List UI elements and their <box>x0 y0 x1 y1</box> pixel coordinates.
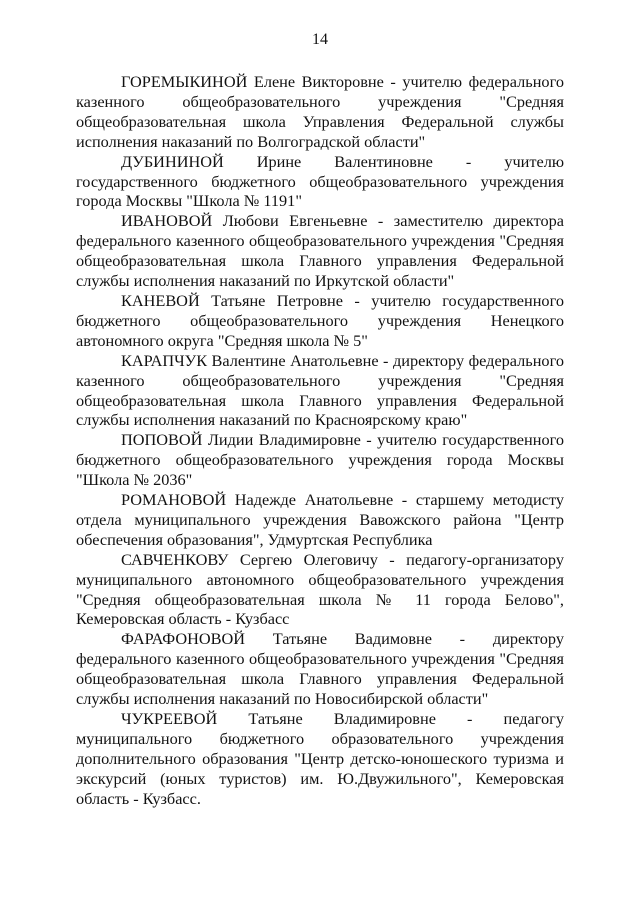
award-recipient-list <box>76 72 564 809</box>
recipient-entry: КАНЕВОЙ Татьяне Петровне - учителю государственного бюджетного общеобразовательного учреждения Ненецкого автономного округа "Средняя школа № 5" <box>76 290 564 350</box>
recipient-entry: ИВАНОВОЙ Любови Евгеньевне - заместителю директора федерального казенного общеобразовательного учреждения "Средняя общеобразовательная школа Главного управления Федеральной службы исполнения наказаний по Иркутской области" <box>76 211 564 291</box>
recipient-entry: ГОРЕМЫКИНОЙ Елене Викторовне - учителю федерального казенного общеобразовательного учреждения "Средняя общеобразовательная школа Управления Федеральной службы исполнения наказаний по Волгоградской области" <box>76 72 564 151</box>
recipient-entry: РОМАНОВОЙ Надежде Анатольевне - старшему методисту отдела муниципального учреждения Вавожского района "Центр обеспечения образования", Удмуртская Республика <box>76 490 564 549</box>
page-number: 14 <box>312 31 328 48</box>
recipient-entry: ДУБИНИНОЙ Ирине Валентиновне - учителю государственного бюджетного общеобразовательного учреждения города Москвы "Школа № 1191" <box>76 151 564 211</box>
recipient-entry: ФАРАФОНОВОЙ Татьяне Вадимовне - директору федерального казенного общеобразовательного учреждения "Средняя общеобразовательная школа Главного управления Федеральной службы исполнения наказаний по Новосибирской области" <box>76 629 564 709</box>
recipient-entry: ПОПОВОЙ Лидии Владимировне - учителю государственного бюджетного общеобразовательного учреждения города Москвы "Школа № 2036" <box>76 430 564 490</box>
recipient-entry: САВЧЕНКОВУ Сергею Олеговичу - педагогу-организатору муниципального автономного общеобразовательного учреждения "Средняя общеобразовательная школа № 11 города Белово", Кемеровская область - Кузбасс <box>76 549 564 629</box>
recipient-entry: КАРАПЧУК Валентине Анатольевне - директору федерального казенного общеобразовательного учреждения "Средняя общеобразовательная школа Главного управления Федеральной службы исполнения наказаний по Красноярскому краю" <box>76 350 564 430</box>
recipient-entry: ЧУКРЕЕВОЙ Татьяне Владимировне - педагогу муниципального бюджетного образовательного учреждения дополнительного образования "Центр детско-юношеского туризма и экскурсий (юных туристов) им. Ю.Двужильного", Кемеровская область - Кузбасс. <box>76 709 564 808</box>
